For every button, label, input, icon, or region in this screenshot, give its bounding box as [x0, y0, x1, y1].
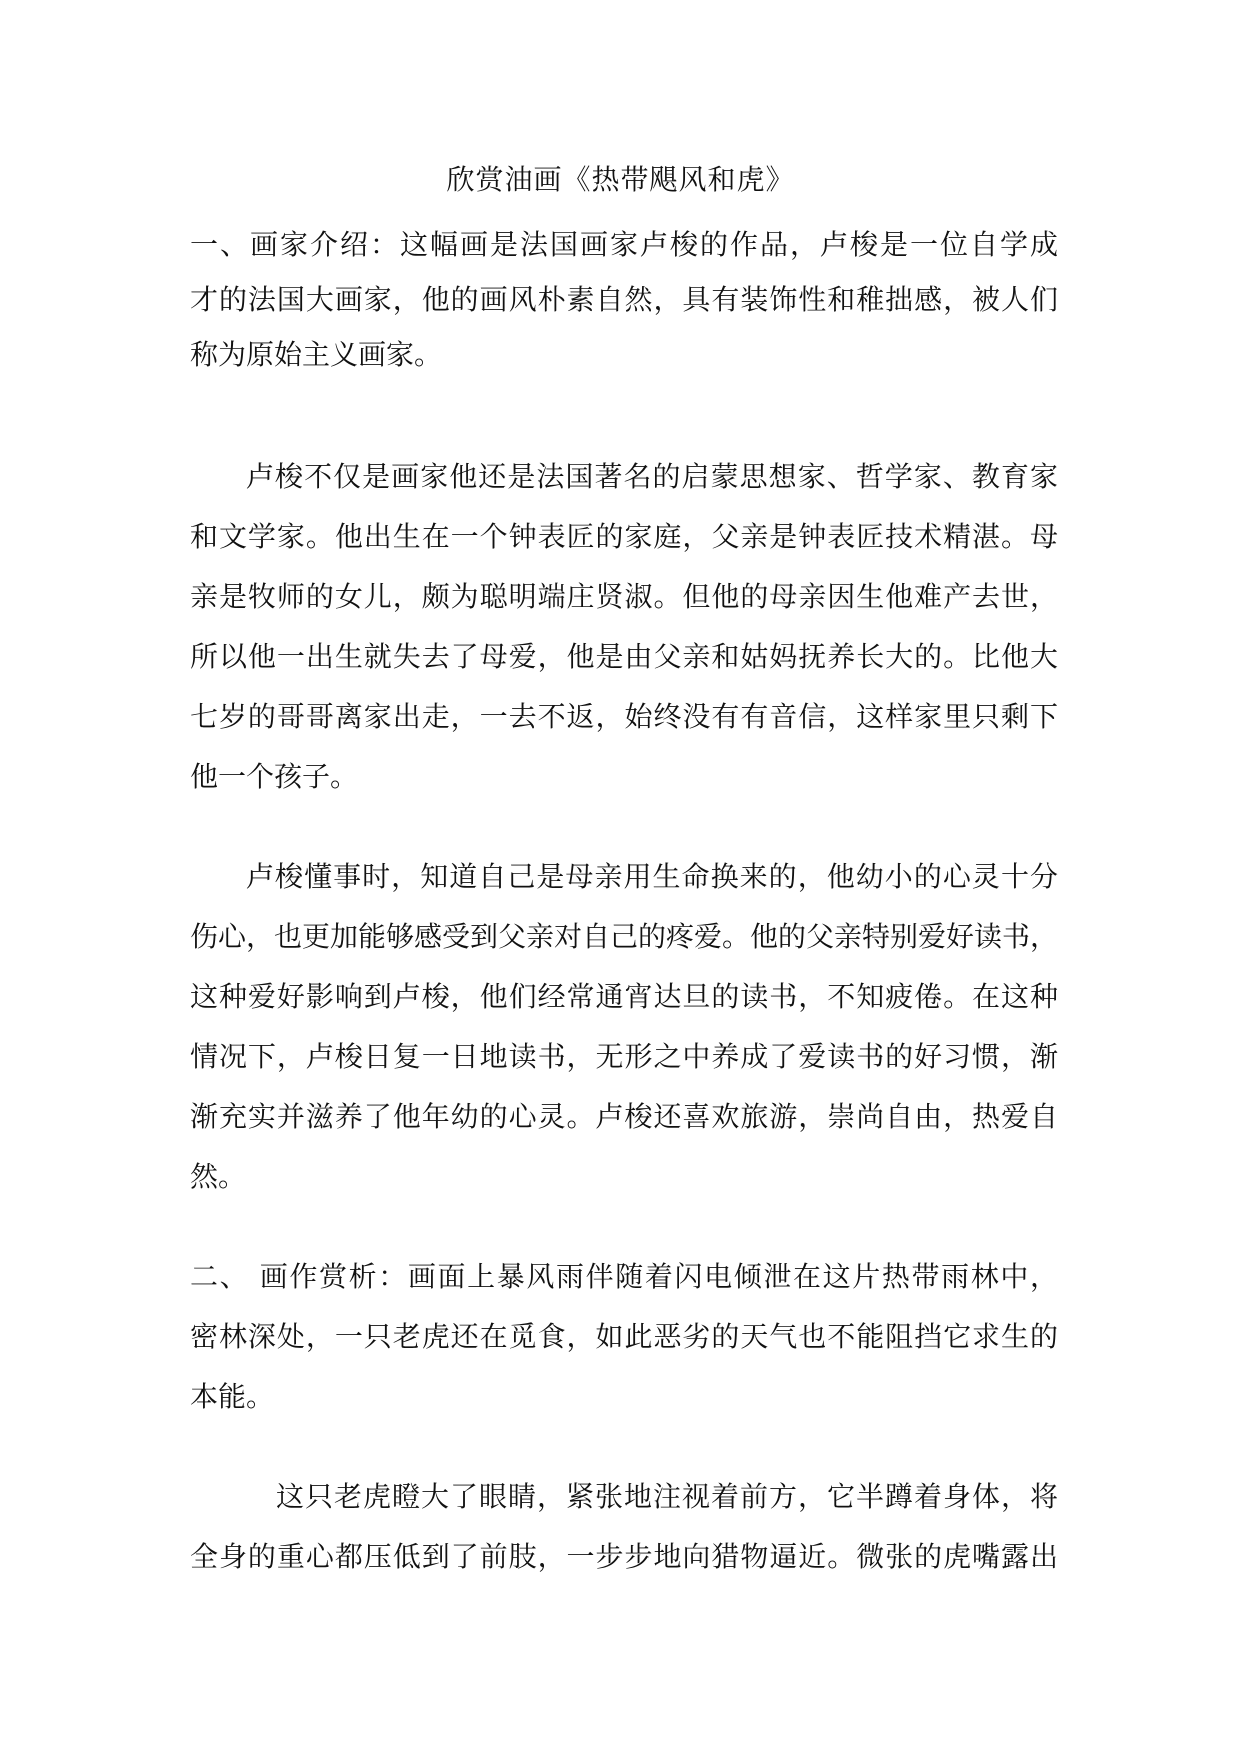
- paragraph-2-line-5: 七岁的哥哥离家出走，一去不返，始终没有有音信，这样家里只剩下: [190, 700, 1058, 733]
- paragraph-1-line-2: 才的法国大画家，他的画风朴素自然，具有装饰性和稚拙感，被人们: [190, 283, 1058, 316]
- paragraph-2-line-3: 亲是牧师的女儿，颇为聪明端庄贤淑。但他的母亲因生他难产去世，: [190, 580, 1058, 613]
- document-title: 欣赏油画《热带飓风和虎》: [446, 163, 795, 196]
- paragraph-2-line-4: 所以他一出生就失去了母爱，他是由父亲和姑妈抚养长大的。比他大: [190, 640, 1058, 673]
- paragraph-3-line-5: 渐充实并滋养了他年幼的心灵。卢梭还喜欢旅游，崇尚自由，热爱自: [190, 1100, 1058, 1133]
- paragraph-2-line-6: 他一个孩子。: [190, 760, 359, 793]
- paragraph-1-line-3: 称为原始主义画家。: [190, 338, 443, 371]
- paragraph-2-line-2: 和文学家。他出生在一个钟表匠的家庭，父亲是钟表匠技术精湛。母: [190, 520, 1058, 553]
- paragraph-3-line-3: 这种爱好影响到卢梭，他们经常通宵达旦的读书，不知疲倦。在这种: [190, 980, 1058, 1013]
- paragraph-5-line-1: 这只老虎瞪大了眼睛，紧张地注视着前方，它半蹲着身体，将: [276, 1480, 1058, 1513]
- paragraph-3-line-4: 情况下，卢梭日复一日地读书，无形之中养成了爱读书的好习惯，渐: [190, 1040, 1058, 1073]
- paragraph-3-line-6: 然。: [190, 1160, 247, 1193]
- paragraph-4-line-2: 密林深处，一只老虎还在觅食，如此恶劣的天气也不能阻挡它求生的: [190, 1320, 1058, 1353]
- paragraph-1-line-1: 一、画家介绍：这幅画是法国画家卢梭的作品，卢梭是一位自学成: [190, 228, 1058, 261]
- paragraph-4-line-3: 本能。: [190, 1380, 275, 1413]
- paragraph-3-line-1: 卢梭懂事时，知道自己是母亲用生命换来的，他幼小的心灵十分: [246, 860, 1058, 893]
- paragraph-2-line-1: 卢梭不仅是画家他还是法国著名的启蒙思想家、哲学家、教育家: [246, 460, 1058, 493]
- paragraph-3-line-2: 伤心，也更加能够感受到父亲对自己的疼爱。他的父亲特别爱好读书，: [190, 920, 1059, 953]
- paragraph-4-line-1: 二、 画作赏析：画面上暴风雨伴随着闪电倾泄在这片热带雨林中，: [190, 1260, 1058, 1293]
- paragraph-5-line-2: 全身的重心都压低到了前肢，一步步地向猎物逼近。微张的虎嘴露出: [190, 1540, 1058, 1573]
